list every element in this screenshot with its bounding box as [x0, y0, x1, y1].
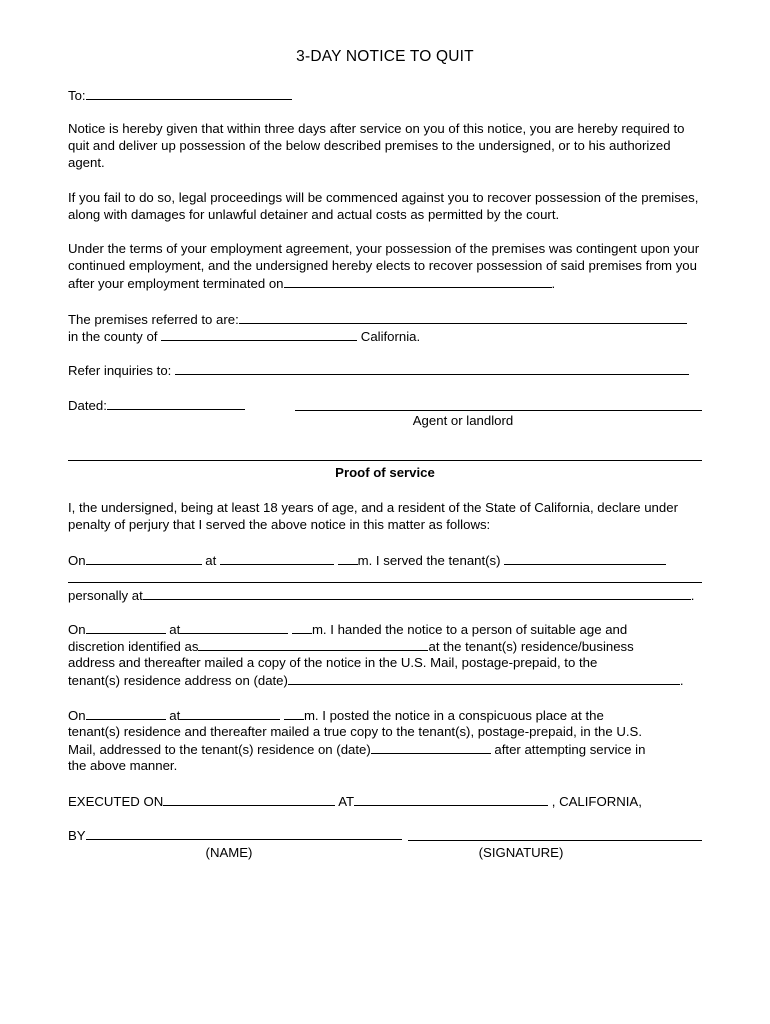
service3-mail-date-field[interactable] [371, 740, 491, 754]
handed-label: m. I handed the notice to a person of suitable age and [311, 622, 628, 637]
executed-line [68, 792, 642, 810]
section-divider [68, 460, 702, 461]
executed-label: EXECUTED ON [68, 794, 164, 809]
terms-paragraph [68, 240, 708, 293]
premises-label: The premises referred to are: [68, 312, 239, 327]
signature-field[interactable] [408, 840, 702, 841]
executed-at-label: AT [338, 794, 355, 809]
period: . [551, 276, 556, 292]
document-title: 3-DAY NOTICE TO QUIT [296, 48, 474, 65]
service2-date-field[interactable] [86, 620, 166, 634]
dated-field[interactable] [107, 396, 245, 410]
to-field[interactable] [86, 86, 292, 100]
service2-line3: address and thereafter mailed a copy of the notice in the U.S. Mail, postage-prepaid, to the [68, 655, 598, 670]
on-label: On [68, 622, 86, 637]
tenant-name-field[interactable] [504, 551, 666, 565]
on-label: On [68, 708, 86, 723]
attempting-label: after attempting service in [494, 742, 646, 757]
service3-line1 [68, 706, 604, 724]
personally-line [68, 586, 694, 604]
service3-date-field[interactable] [86, 706, 166, 720]
california-label: , CALIFORNIA, [551, 794, 642, 809]
on-label: On [68, 553, 86, 568]
by-line [68, 826, 402, 844]
personally-label: personally at [68, 588, 143, 603]
mail-date-label: Mail, addressed to the tenant(s) residence on (date) [68, 742, 371, 757]
service3-line4: the above manner. [68, 758, 178, 773]
service1-date-field[interactable] [86, 551, 202, 565]
name-caption: (NAME) [205, 845, 253, 860]
signature-caption: (SIGNATURE) [478, 845, 564, 860]
notice-paragraph: Notice is hereby given that within three days after service on you of this notice, you are hereby required to quit and deliver up possession of the below described premises to the undersigned, or to his authorized agent. [68, 121, 685, 171]
service2-time-field[interactable] [180, 620, 288, 634]
period: . [690, 588, 695, 603]
service2-mail-date-field[interactable] [288, 671, 680, 685]
service2-line4 [68, 671, 684, 689]
declaration-paragraph: I, the undersigned, being at least 18 years of age, and a resident of the State of California, declare under penalty of perjury that I served the above notice in this matter as follows: [68, 500, 678, 533]
posted-label: m. I posted the notice in a conspicuous place at the [303, 708, 604, 723]
service2-line1 [68, 620, 627, 638]
service1-ampm-field[interactable] [338, 551, 358, 565]
county-field[interactable] [161, 327, 357, 341]
name-field[interactable] [86, 826, 402, 840]
service2-line2 [68, 637, 634, 655]
premises-line [68, 310, 687, 328]
executed-place-field[interactable] [354, 792, 548, 806]
service1-time-field[interactable] [220, 551, 334, 565]
executed-date-field[interactable] [163, 792, 335, 806]
proof-heading: Proof of service [335, 465, 435, 480]
county-label: in the county of [68, 329, 158, 344]
to-label: To: [68, 88, 86, 103]
california-label: California. [360, 329, 421, 344]
failure-paragraph: If you fail to do so, legal proceedings will be commenced against you to recover possession of the premises, along with damages for unlawful detainer and actual costs as permitted by the court. [68, 190, 699, 223]
premises-field[interactable] [239, 310, 687, 324]
period: . [679, 673, 684, 688]
terms-text: Under the terms of your employment agreement, your possession of the premises was contingent upon your continued employment, and the undersigned hereby elects to recover possession of said premises from you after your employment terminated on [68, 241, 700, 292]
service3-ampm-field[interactable] [284, 706, 304, 720]
served-label: m. I served the tenant(s) [357, 553, 501, 568]
employment-terminated-field[interactable] [284, 274, 552, 288]
agent-signature-line[interactable] [295, 410, 702, 411]
at-label: at [169, 622, 181, 637]
personally-field[interactable] [143, 586, 691, 600]
dated-line [68, 396, 245, 414]
dated-label: Dated: [68, 398, 107, 413]
refer-line [68, 361, 689, 379]
agent-caption: Agent or landlord [412, 413, 514, 428]
residence-label: at the tenant(s) residence/business [428, 639, 634, 654]
service2-ampm-field[interactable] [292, 620, 312, 634]
service3-line3 [68, 740, 645, 758]
at-label: at [169, 708, 181, 723]
discretion-label: discretion identified as [68, 639, 199, 654]
county-line [68, 327, 420, 345]
person-identified-field[interactable] [198, 637, 428, 651]
tenant-name-line2[interactable] [68, 582, 702, 583]
service3-time-field[interactable] [180, 706, 280, 720]
at-label: at [205, 553, 217, 568]
service3-line2: tenant(s) residence and thereafter mailed a true copy to the tenant(s), postage-prepaid, in the U.S. [68, 724, 642, 739]
refer-field[interactable] [175, 361, 689, 375]
residence-date-label: tenant(s) residence address on (date) [68, 673, 288, 688]
to-line [68, 86, 292, 104]
refer-label: Refer inquiries to: [68, 363, 172, 378]
by-label: BY [68, 828, 86, 843]
service1-line1 [68, 551, 666, 569]
